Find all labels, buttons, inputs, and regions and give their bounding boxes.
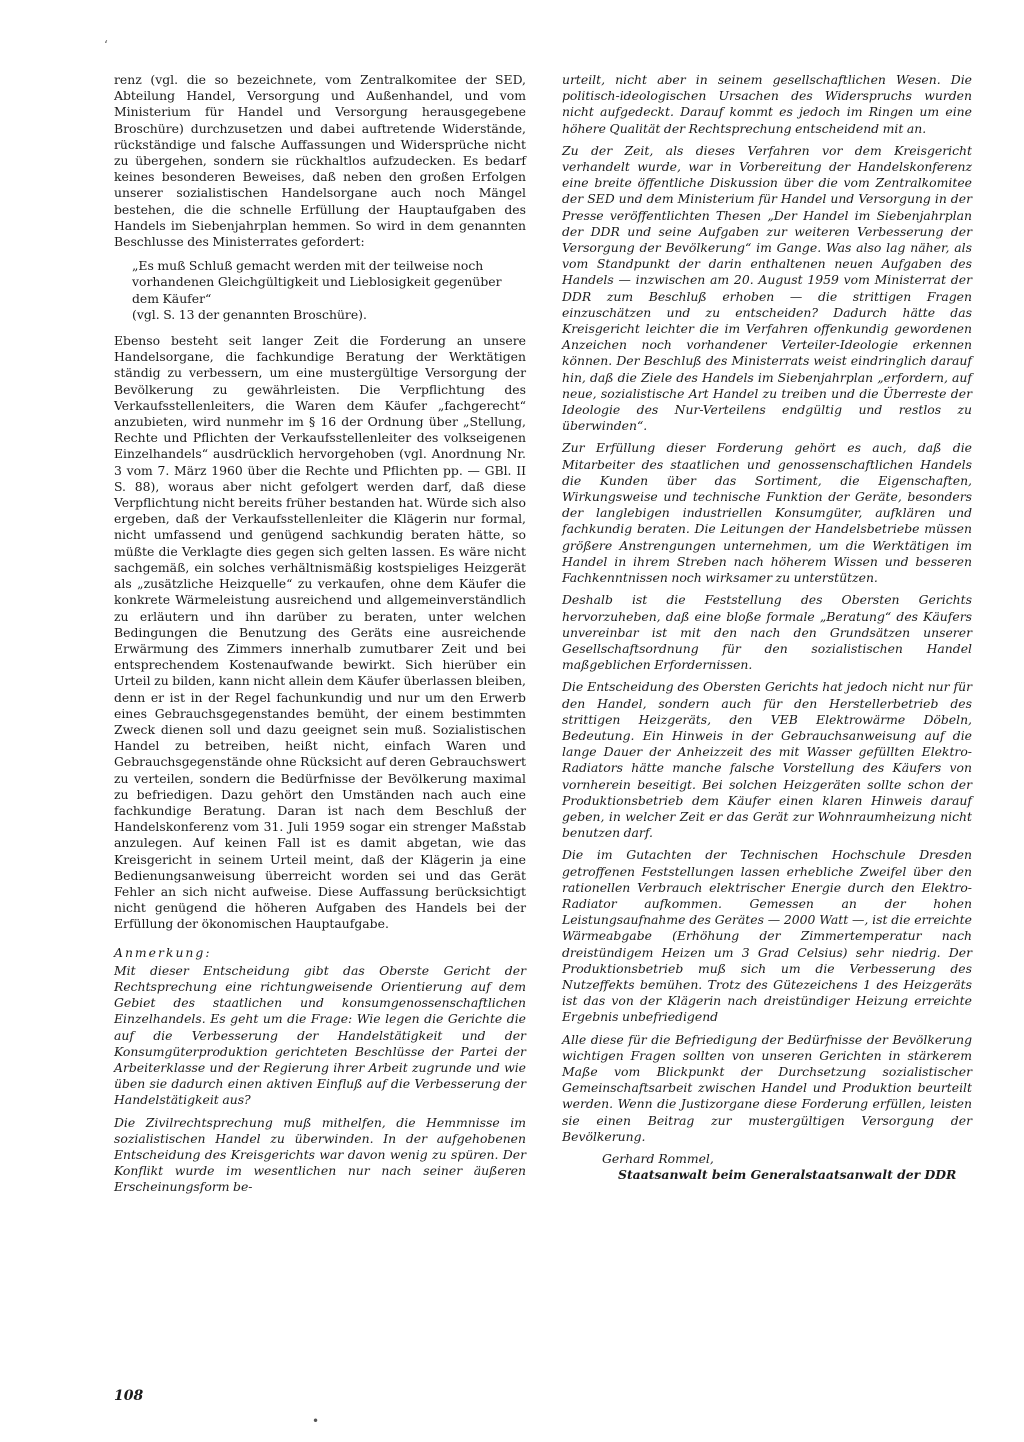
scan-mark: •: [312, 1414, 320, 1428]
quote-text: „Es muß Schluß gemacht werden mit der teilweise noch vorhandenen Gleichgültigkeit und Lieblosigkeit gegenüber dem Käufer“: [132, 258, 502, 306]
paragraph: Ebenso besteht seit langer Zeit die Forderung an unsere Handelsorgane, die fachkundige Beratung der Werktätigen ständig zu verbessern, um eine mustergültige Versorgung der Bevölkerung zu gewährleisten. Die Verpflichtung des Verkaufsstellenleiters, die Waren dem Käufer „fachgerecht“ anzubieten, wird nunmehr im § 16 der Ordnung über „Stellung, Rechte und Pflichten der Verkaufsstellenleiter des volkseigenen Einzelhandels“ ausdrücklich hervorgehoben (vgl. Anordnung Nr. 3 vom 7. März 1960 über die Rechte und Pflichten pp. — GBl. II S. 88), woraus aber nicht gefolgert werden darf, daß diese Verpflichtung nicht bereits früher bestanden hat. Würde sich also ergeben, daß der Verkaufsstellenleiter die Klägerin nur formal, nicht umfassend und genügend sachkundig beraten hätte, so müßte die Verklagte dies gegen sich gelten lassen. Es wäre nicht sachgemäß, ein solches verhältnismäßig kostspieliges Heizgerät als „zusätzliche Heizquelle“ zu verkaufen, ohne dem Käufer die konkrete Wärmeleistung ausreichend und allgemeinverständlich zu erläutern und ihn darüber zu beraten, unter welchen Bedingungen die Benutzung des Geräts eine ausreichende Erwärmung des Zimmers innerhalb zumutbarer Zeit und bei entsprechendem Kostenaufwande bewirkt. Sich hierüber ein Urteil zu bilden, kann nicht allein dem Käufer überlassen bleiben, denn er ist in der Regel fachunkundig und nur um den Erwerb eines Gebrauchsgegenstandes bemüht, der einem bestimmten Zweck dienen soll und dazu geeignet sein muß. Sozialistischen Handel zu betreiben, heißt nicht, einfach Waren und Gebrauchsgegenstände ohne Rücksicht auf deren Gebrauchswert zu verteilen, sondern die Bedürfnisse der Bevölkerung maximal zu befriedigen. Dazu gehört den Umständen nach auch eine fachkundige Beratung. Daran ist nach dem Beschluß der Handelskonferenz vom 31. Juli 1959 sogar ein strenger Maßstab anzulegen. Auf keinen Fall ist es damit abgetan, wie das Kreisgericht in seinem Urteil meint, daß der Klägerin ja eine Bedienungsanweisung überreicht worden sei und das Gerät Fehler an sich nicht aufweise. Diese Auffassung berücksichtigt nicht genügend die höheren Aufgaben des Handels bei der Erfüllung der ökonomischen Hauptaufgabe.: [114, 333, 526, 932]
author-name: Gerhard Rommel,: [602, 1151, 714, 1166]
left-column: [114, 72, 526, 1202]
paragraph: Alle diese für die Befriedigung der Bedürfnisse der Bevölkerung wichtigen Fragen sollten von unseren Gerichten in stärkerem Maße vom Blickpunkt der Durchsetzung sozialistischer Gemeinschaftsarbeit zwischen Handel und Produktion beurteilt werden. Wenn die Justizorgane diese Forderung erfüllen, leisten sie einen Beitrag zur mustergültigen Versorgung der Bevölkerung.: [562, 1031, 972, 1144]
author-role: Staatsanwalt beim Generalstaatsanwalt der DDR: [618, 1167, 957, 1183]
signature-block: [562, 1151, 972, 1183]
paragraph: Mit dieser Entscheidung gibt das Oberste Gericht der Rechtsprechung eine richtungweisende Orientierung auf dem Gebiet des staatlichen und konsumgenossenschaftlichen Einzelhandels. Es geht um die Frage: Wie legen die Gerichte die auf die Verbesserung der Handelstätigkeit und der Konsumgüterproduktion gerichteten Beschlüsse der Partei der Arbeiterklasse und der Regierung ihrer Arbeit zugrunde und wie üben sie dadurch einen aktiven Einfluß auf die Verbesserung der Handelstätigkeit aus?: [114, 962, 526, 1108]
paragraph: Die Entscheidung des Obersten Gerichts hat jedoch nicht nur für den Handel, sondern auch für den Herstellerbetrieb des strittigen Heizgeräts, den VEB Elektrowärme Döbeln, Bedeutung. Ein Hinweis in der Gebrauchsanweisung auf die lange Dauer der Anheizzeit des mit Wasser gefüllten Elektro-Radiators hätte manche falsche Vorstellung des Käufers von vornherein beseitigt. Bei solchen Heizgeräten sollte schon der Produktionsbetrieb dem Käufer einen klaren Hinweis darauf geben, in welcher Zeit er das Gerät zur Wohnraumheizung nicht benutzen darf.: [562, 679, 972, 841]
paragraph: Die Zivilrechtsprechung muß mithelfen, die Hemmnisse im sozialistischen Handel zu überwinden. In der aufgehobenen Entscheidung des Kreisgerichts war davon wenig zu spüren. Der Konflikt wurde im wesentlichen nur nach seiner äußeren Erscheinungsform be-: [114, 1114, 526, 1195]
annotation-section: [114, 945, 526, 1196]
scan-mark: ‘: [104, 38, 108, 52]
quote-reference: (vgl. S. 13 der genannten Broschüre).: [132, 306, 367, 322]
block-quote: [132, 258, 526, 323]
paragraph: Die im Gutachten der Technischen Hochschule Dresden getroffenen Feststellungen lassen erhebliche Zweifel über den rationellen Verbrauch elektrischer Energie durch den Elektro-Radiator aufkommen. Gemessen an der hohen Leistungsaufnahme des Gerätes — 2000 Watt —, ist die erreichte Wärmeabgabe (Erhöhung der Zimmertemperatur nach dreistündigem Heizen um 3 Grad Celsius) sehr niedrig. Der Produktionsbetrieb muß sich um die Verbesserung des Nutzeffekts bemühen. Trotz des Gütezeichens 1 des Heizgeräts ist das von der Klägerin nach dreistündiger Heizung erreichte Ergebnis unbefriedigend: [562, 847, 972, 1025]
right-column: [562, 72, 972, 1183]
paragraph: Zur Erfüllung dieser Forderung gehört es auch, daß die Mitarbeiter des staatlichen und genossenschaftlichen Handels die Kunden über das Sortiment, die Eigenschaften, Wirkungsweise und technische Funktion der Geräte, besonders der langlebigen industriellen Konsumgüter, aufklären und fachkundig beraten. Die Leitungen der Handelsbetriebe müssen größere Anstrengungen unternehmen, um die Werktätigen im Handel in ihrem Streben nach höherem Wissen und besseren Fachkenntnissen noch wirksamer zu unterstützen.: [562, 440, 972, 586]
page-number: 108: [114, 1388, 144, 1404]
paragraph: urteilt, nicht aber in seinem gesellschaftlichen Wesen. Die politisch-ideologischen Ursachen des Widerspruchs wurden nicht aufgedeckt. Darauf kommt es jedoch im Ringen um eine höhere Qualität der Rechtsprechung entscheidend mit an.: [562, 72, 972, 136]
paragraph: Deshalb ist die Feststellung des Obersten Gerichts hervorzuheben, daß eine bloße formale „Beratung“ des Käufers unvereinbar ist mit den nach den Grundsätzen unserer Gesellschaftsordnung für den sozialistischen Handel maßgeblichen Erfordernissen.: [562, 592, 972, 673]
annotation-heading: Anmerkung:: [114, 944, 212, 960]
paragraph: Zu der Zeit, als dieses Verfahren vor dem Kreisgericht verhandelt wurde, war in Vorbereitung der Handelskonferenz eine breite öffentliche Diskussion über die vom Zentralkomitee der SED und dem Ministerium für Handel und Versorgung in der Presse veröffentlichten Thesen „Der Handel im Siebenjahrplan der DDR und seine Aufgaben zur weiteren Verbesserung der Versorgung der Bevölkerung“ im Gange. Was also lag näher, als vom Standpunkt der darin enthaltenen neuen Aufgaben des Handels — inzwischen am 20. August 1959 vom Ministerrat der DDR zum Beschluß erhoben — die strittigen Fragen einzuschätzen und zu entscheiden? Dadurch hätte das Kreisgericht leichter die im Verfahren offenkundig gewordenen Anzeichen noch vorhandener Verteiler-Ideologie erkennen können. Der Beschluß des Ministerrats weist eindringlich darauf hin, daß die Ziele des Handels im Siebenjahrplan „erfordern, auf neue, sozialistische Art Handel zu treiben und die Überreste der Ideologie des Nur-Verteilens endgültig und restlos zu überwinden“.: [562, 142, 972, 434]
paragraph: renz (vgl. die so bezeichnete, vom Zentralkomitee der SED, Abteilung Handel, Versorgung und Außenhandel, und vom Ministerium für Handel und Versorgung herausgegebene Broschüre) durchzusetzen und dabei auftretende Widerstände, rückständige und falsche Auffassungen und Widersprüche nicht zu übergehen, sondern sie rückhaltlos aufzudecken. Es bedarf keines besonderen Beweises, daß neben den großen Erfolgen unserer sozialistischen Handelsorgane auch noch Mängel bestehen, die die schnelle Erfüllung der Hauptaufgaben des Handels im Siebenjahrplan hemmen. So wird in dem genannten Beschlusse des Ministerrates gefordert:: [114, 72, 526, 250]
